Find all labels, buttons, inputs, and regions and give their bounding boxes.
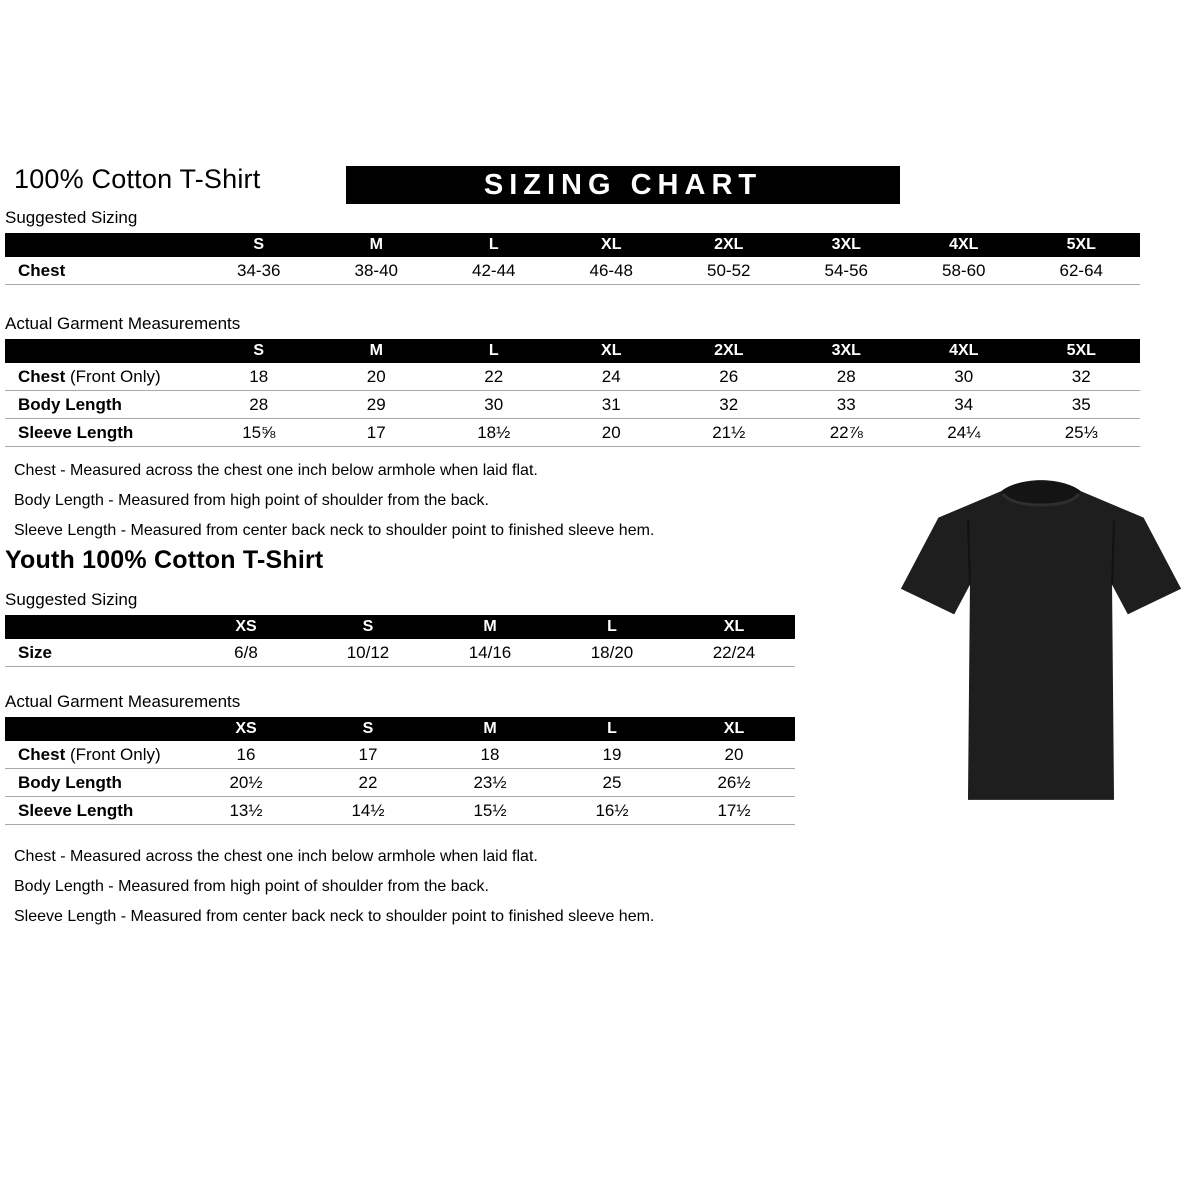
size-value-cell: 29 [318, 391, 436, 419]
table-row [5, 769, 795, 797]
size-value-cell: 22/24 [673, 639, 795, 667]
page-title: 100% Cotton T-Shirt [14, 164, 261, 194]
size-table [5, 339, 1140, 447]
size-column-header: 3XL [788, 233, 906, 257]
size-value-cell: 26 [670, 363, 788, 391]
row-label: Body Length [5, 391, 200, 419]
size-column-header: L [435, 233, 553, 257]
table-corner-cell [5, 339, 200, 363]
row-label: Chest (Front Only) [5, 363, 200, 391]
size-column-header: L [551, 615, 673, 639]
size-column-header: 2XL [670, 339, 788, 363]
tshirt-body [901, 480, 1181, 800]
size-value-cell: 20 [318, 363, 436, 391]
size-column-header: XS [185, 717, 307, 741]
size-value-cell: 15½ [429, 797, 551, 825]
size-value-cell: 10/12 [307, 639, 429, 667]
size-column-header: 4XL [905, 339, 1023, 363]
size-value-cell: 24¼ [905, 419, 1023, 447]
size-value-cell: 31 [553, 391, 671, 419]
size-value-cell: 32 [1023, 363, 1141, 391]
size-value-cell: 6/8 [185, 639, 307, 667]
adult-actual-measurements-label: Actual Garment Measurements [5, 314, 241, 333]
size-value-cell: 18 [200, 363, 318, 391]
size-value-cell: 42-44 [435, 257, 553, 285]
size-value-cell: 38-40 [318, 257, 436, 285]
size-table [5, 717, 795, 825]
note-line: Sleeve Length - Measured from center back neck to shoulder point to finished sleeve hem. [14, 522, 655, 539]
size-column-header: 4XL [905, 233, 1023, 257]
row-label: Chest [5, 257, 200, 285]
size-value-cell: 46-48 [553, 257, 671, 285]
size-column-header: S [200, 233, 318, 257]
size-value-cell: 19 [551, 741, 673, 769]
size-column-header: XL [553, 339, 671, 363]
table-row [5, 363, 1140, 391]
note-line: Sleeve Length - Measured from center back neck to shoulder point to finished sleeve hem. [14, 908, 655, 925]
size-column-header: M [429, 615, 551, 639]
tshirt-silhouette [893, 474, 1189, 806]
youth-suggested-sizing-table [5, 615, 795, 667]
size-value-cell: 14/16 [429, 639, 551, 667]
note-line: Body Length - Measured from high point of shoulder from the back. [14, 492, 489, 509]
size-value-cell: 17 [318, 419, 436, 447]
size-value-cell: 15⅝ [200, 419, 318, 447]
size-value-cell: 32 [670, 391, 788, 419]
row-label: Size [5, 639, 185, 667]
size-column-header: M [318, 233, 436, 257]
size-column-header: S [200, 339, 318, 363]
size-column-header: 2XL [670, 233, 788, 257]
size-value-cell: 25 [551, 769, 673, 797]
size-value-cell: 18 [429, 741, 551, 769]
size-value-cell: 16½ [551, 797, 673, 825]
youth-suggested-sizing-label: Suggested Sizing [5, 590, 138, 609]
note-line: Body Length - Measured from high point of shoulder from the back. [14, 878, 489, 895]
size-value-cell: 17 [307, 741, 429, 769]
row-label: Body Length [5, 769, 185, 797]
size-value-cell: 26½ [673, 769, 795, 797]
size-table [5, 233, 1140, 285]
size-value-cell: 23½ [429, 769, 551, 797]
size-table [5, 615, 795, 667]
size-value-cell: 20 [673, 741, 795, 769]
size-value-cell: 20 [553, 419, 671, 447]
size-column-header: M [429, 717, 551, 741]
row-label: Chest (Front Only) [5, 741, 185, 769]
size-column-header: L [435, 339, 553, 363]
size-value-cell: 20½ [185, 769, 307, 797]
size-value-cell: 34 [905, 391, 1023, 419]
size-value-cell: 33 [788, 391, 906, 419]
size-value-cell: 22⅞ [788, 419, 906, 447]
size-column-header: M [318, 339, 436, 363]
row-label: Sleeve Length [5, 419, 200, 447]
size-column-header: XL [553, 233, 671, 257]
size-value-cell: 14½ [307, 797, 429, 825]
size-value-cell: 18/20 [551, 639, 673, 667]
youth-actual-measurements-label: Actual Garment Measurements [5, 692, 241, 711]
size-column-header: S [307, 717, 429, 741]
size-value-cell: 50-52 [670, 257, 788, 285]
size-value-cell: 16 [185, 741, 307, 769]
row-label: Sleeve Length [5, 797, 185, 825]
table-corner-cell [5, 717, 185, 741]
table-row [5, 419, 1140, 447]
size-value-cell: 25⅓ [1023, 419, 1141, 447]
note-line: Chest - Measured across the chest one inch below armhole when laid flat. [14, 848, 538, 865]
size-value-cell: 58-60 [905, 257, 1023, 285]
size-value-cell: 54-56 [788, 257, 906, 285]
size-value-cell: 28 [788, 363, 906, 391]
size-value-cell: 30 [435, 391, 553, 419]
table-corner-cell [5, 615, 185, 639]
size-column-header: XS [185, 615, 307, 639]
table-row [5, 391, 1140, 419]
size-column-header: L [551, 717, 673, 741]
youth-section-title: Youth 100% Cotton T-Shirt [5, 546, 324, 574]
size-value-cell: 17½ [673, 797, 795, 825]
size-value-cell: 24 [553, 363, 671, 391]
size-column-header: 5XL [1023, 233, 1141, 257]
size-value-cell: 30 [905, 363, 1023, 391]
adult-suggested-sizing-label: Suggested Sizing [5, 208, 138, 227]
size-column-header: 3XL [788, 339, 906, 363]
adult-suggested-sizing-table [5, 233, 1140, 285]
size-column-header: S [307, 615, 429, 639]
size-value-cell: 18½ [435, 419, 553, 447]
note-line: Chest - Measured across the chest one inch below armhole when laid flat. [14, 462, 538, 479]
size-value-cell: 35 [1023, 391, 1141, 419]
size-column-header: XL [673, 615, 795, 639]
size-value-cell: 21½ [670, 419, 788, 447]
size-value-cell: 62-64 [1023, 257, 1141, 285]
youth-actual-measurements-table [5, 717, 795, 825]
size-value-cell: 22 [435, 363, 553, 391]
size-value-cell: 13½ [185, 797, 307, 825]
table-corner-cell [5, 233, 200, 257]
youth-measurement-notes [14, 842, 654, 932]
tshirt-image [893, 474, 1189, 806]
table-row [5, 797, 795, 825]
size-value-cell: 22 [307, 769, 429, 797]
table-row [5, 741, 795, 769]
size-value-cell: 28 [200, 391, 318, 419]
adult-measurement-notes [14, 456, 654, 546]
size-column-header: XL [673, 717, 795, 741]
table-row [5, 257, 1140, 285]
table-row [5, 639, 795, 667]
size-value-cell: 34-36 [200, 257, 318, 285]
size-column-header: 5XL [1023, 339, 1141, 363]
adult-actual-measurements-table [5, 339, 1140, 447]
sizing-chart-banner: SIZING CHART [346, 166, 900, 204]
